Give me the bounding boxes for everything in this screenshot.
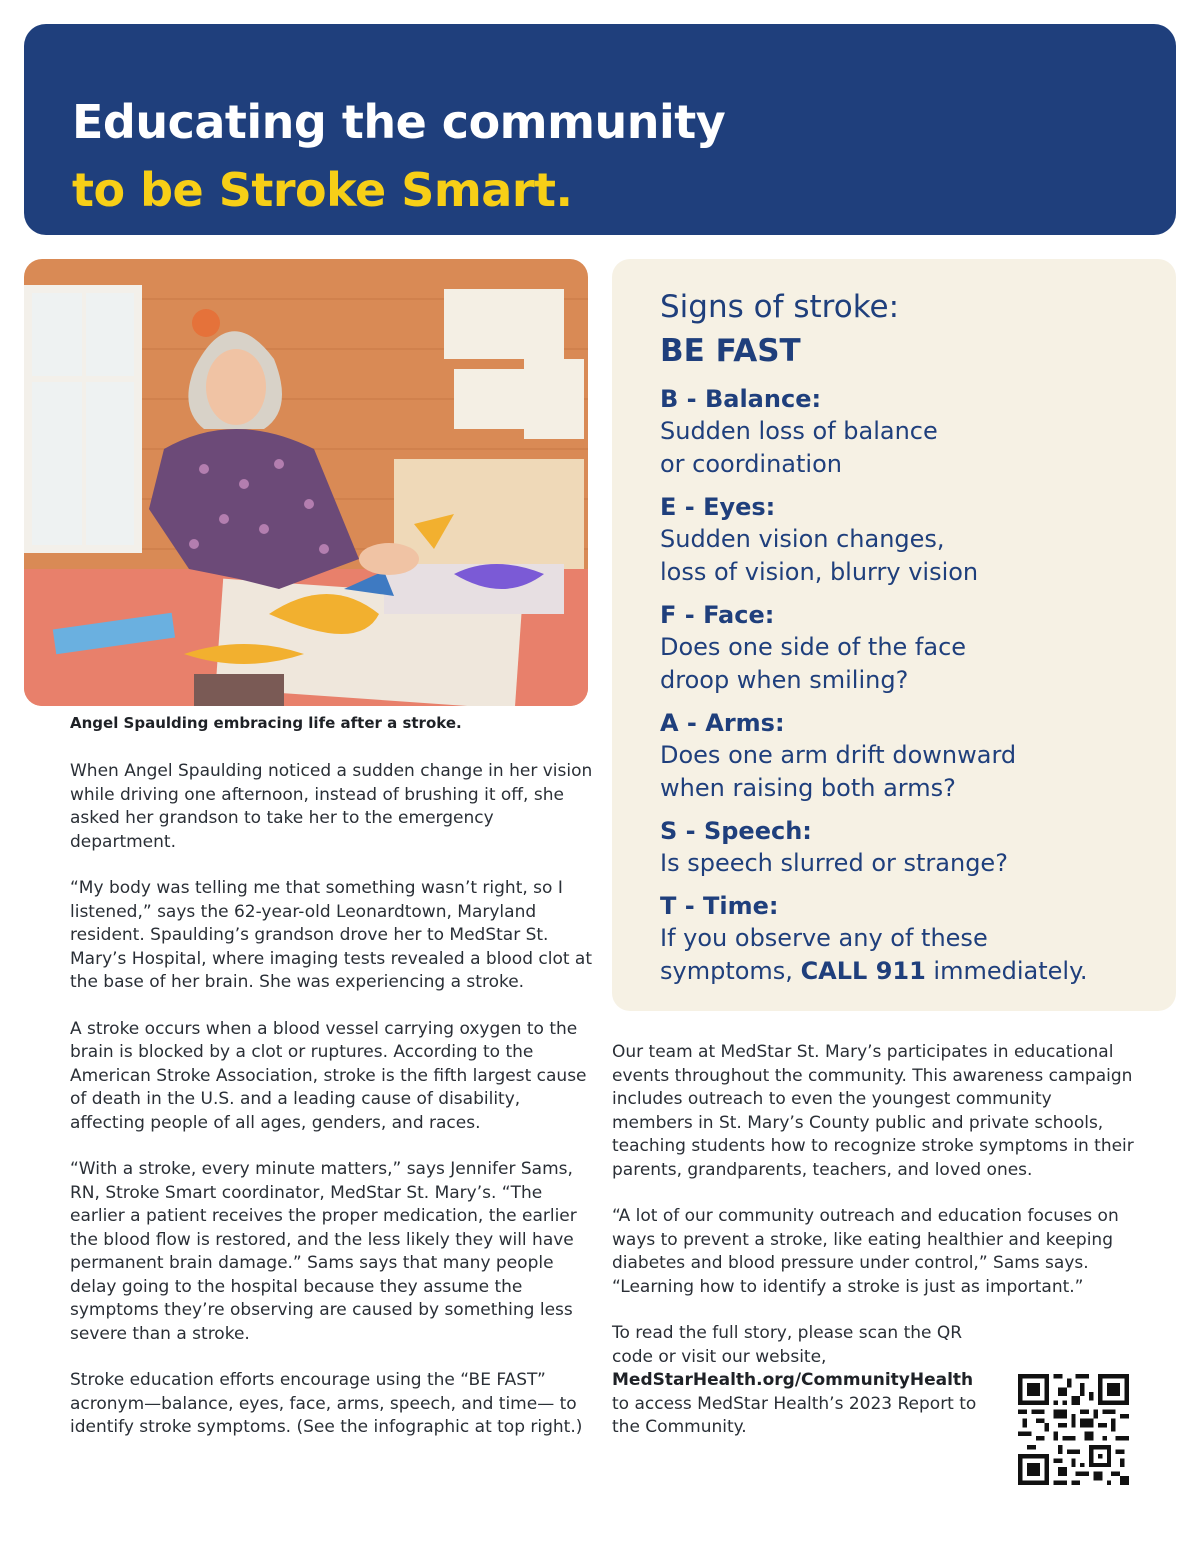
signs-title: Signs of stroke: <box>660 289 900 325</box>
sign-time <box>660 890 1146 988</box>
sign-description-pre: symptoms, <box>660 957 801 985</box>
sign-description: loss of vision, blurry vision <box>660 558 979 586</box>
headline-line-1: Educating the community <box>72 95 726 149</box>
feature-photo <box>24 259 588 706</box>
sign-balance <box>660 383 1146 481</box>
article-paragraph: A stroke occurs when a blood vessel carrying oxygen to the brain is blocked by a clot or ruptures. According to the American Stroke Association, stroke is the fifth largest cause of death in the U.S. and a leading cause of disability, affecting people of all ages, genders, and races. <box>70 1018 587 1133</box>
article-paragraph: “A lot of our community outreach and education focuses on ways to prevent a stroke, like eating healthier and keeping diabetes and blood pressure under control,” Sams says. “Learning how to identify a stroke is just as important.” <box>612 1206 1119 1297</box>
sign-label: S - Speech: <box>660 817 812 845</box>
article-paragraph: When Angel Spaulding noticed a sudden change in her vision while driving one afternoon, instead of brushing it off, she asked her grandson to take her to the emergency department. <box>70 761 593 852</box>
sign-description: droop when smiling? <box>660 666 909 694</box>
article-left-column <box>70 760 600 1463</box>
article-paragraph: “My body was telling me that something wasn’t right, so I listened,” says the 62-year-old Leonardtown, Maryland resident. Spaulding’s grandson drove her to MedStar St. Mary’s Hospital, where imaging tests revealed a blood clot at the base of her brain. She was experiencing a stroke. <box>70 878 593 992</box>
call-to-action <box>612 1322 982 1440</box>
article-paragraph: Stroke education efforts encourage using the “BE FAST” acronym—balance, eyes, face, arms, speech, and time— to identify stroke symptoms. (See the infographic at top right.) <box>70 1370 583 1437</box>
sign-description <box>660 955 1146 988</box>
sign-description: If you observe any of these <box>660 924 988 952</box>
sign-description: or coordination <box>660 450 842 478</box>
sign-description: Does one side of the face <box>660 633 967 661</box>
sign-description: Sudden vision changes, <box>660 525 945 553</box>
article-paragraph: “With a stroke, every minute matters,” says Jennifer Sams, RN, Stroke Smart coordinator, MedStar St. Mary’s. “The earlier a patient receives the proper medication, the earlier the blood flow is restored, and the less likely they will have permanent brain damage.” Sams says that many people delay going to the hospital because they assume the symptoms they’re observing are caused by something less severe than a stroke. <box>70 1159 577 1344</box>
be-fast-infographic <box>612 259 1176 1011</box>
title-banner <box>24 24 1176 235</box>
sign-description: when raising both arms? <box>660 774 956 802</box>
sign-label: A - Arms: <box>660 709 785 737</box>
signs-subtitle: BE FAST <box>660 333 801 369</box>
sign-description-post: immediately. <box>925 957 1088 985</box>
headline-line-2: to be Stroke Smart. <box>72 163 573 217</box>
photo-caption: Angel Spaulding embracing life after a stroke. <box>70 714 462 732</box>
sign-description: Does one arm drift downward <box>660 741 1017 769</box>
sign-description: Sudden loss of balance <box>660 417 938 445</box>
qr-code[interactable] <box>1018 1374 1129 1485</box>
cta-text: To read the full story, please scan the QR code or visit our website, <box>612 1323 963 1367</box>
sign-eyes <box>660 491 1146 589</box>
sign-description: Is speech slurred or strange? <box>660 849 1008 877</box>
cta-text: to access MedStar Health’s 2023 Report to the Community. <box>612 1393 977 1437</box>
article-paragraph: Our team at MedStar St. Mary’s participates in educational events throughout the community. This awareness campaign includes outreach to even the youngest community members in St. Mary’s County public and private schools, teaching students how to recognize stroke symptoms in their parents, grandparents, teachers, and loved ones. <box>612 1042 1134 1180</box>
call-911-emphasis: CALL 911 <box>800 957 926 985</box>
sign-label: T - Time: <box>660 892 779 920</box>
sign-arms <box>660 707 1146 805</box>
sign-label: F - Face: <box>660 601 775 629</box>
sign-label: E - Eyes: <box>660 493 776 521</box>
sign-label: B - Balance: <box>660 385 822 413</box>
sign-speech <box>660 815 1146 880</box>
website-link[interactable]: MedStarHealth.org/CommunityHealth <box>612 1370 974 1390</box>
sign-face <box>660 599 1146 697</box>
